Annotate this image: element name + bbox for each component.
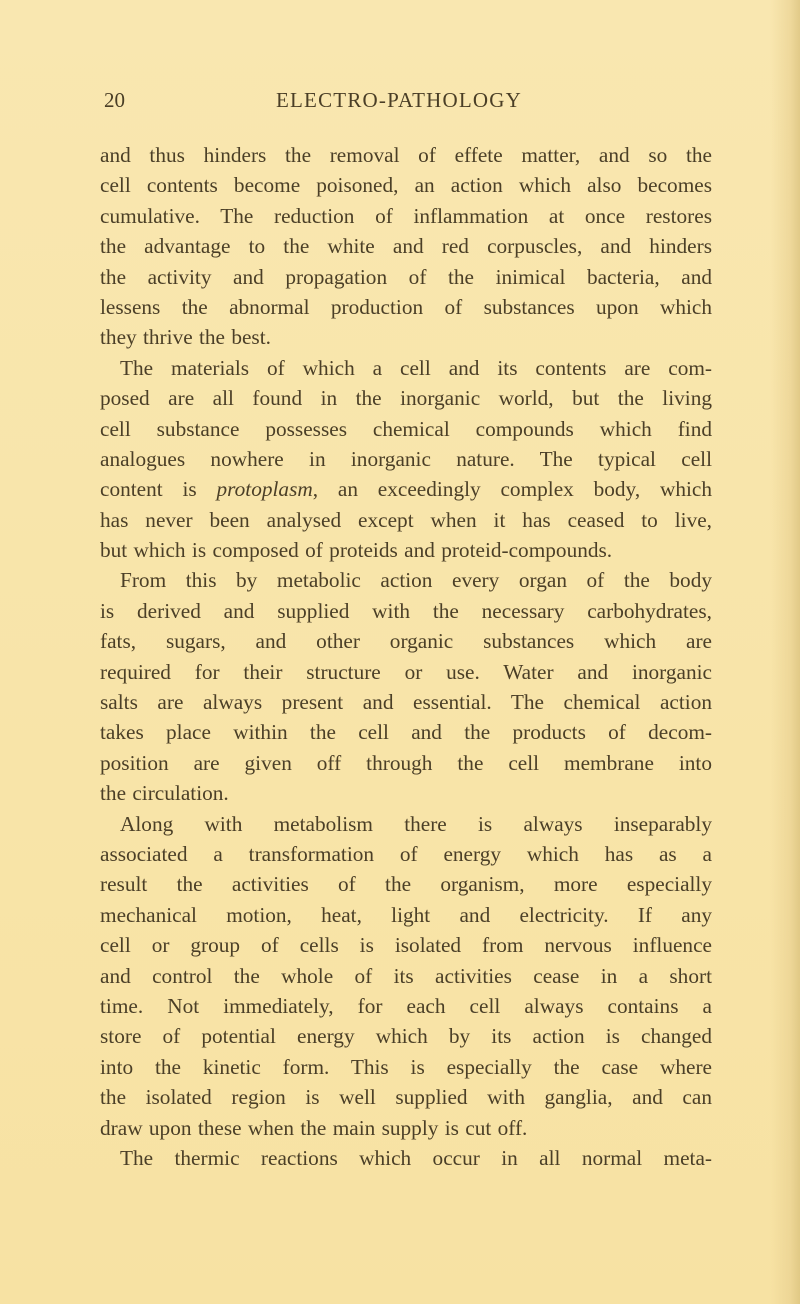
text-line-with-italic — [100, 474, 712, 504]
text-line: cell or group of cells is isolated from nervous influence — [100, 933, 712, 958]
text-line: the advantage to the white and red corpuscles, and hinders — [100, 234, 712, 259]
text-line: required for their structure or use. Water and inorganic — [100, 659, 712, 684]
text-line: From this by metabolic action every organ of the body — [120, 568, 712, 593]
text-line: lessens the abnormal production of substances upon which — [100, 294, 712, 319]
text-line: is derived and supplied with the necessary carbohydrates, — [100, 598, 712, 623]
text-line: they thrive the best. — [100, 325, 271, 350]
body-text — [100, 140, 712, 1173]
text-line: draw upon these when the main supply is cut off. — [100, 1115, 528, 1140]
text-line: cumulative. The reduction of inflammation at once restores — [100, 203, 712, 228]
text-line: The materials of which a cell and its contents are com- — [120, 355, 712, 380]
text-line: analogues nowhere in inorganic nature. The typical cell — [100, 446, 712, 471]
text-line: cell substance possesses chemical compounds which find — [100, 416, 712, 441]
page-header — [104, 88, 704, 118]
text-line: the circulation. — [100, 781, 229, 806]
text-segment: content is — [100, 477, 217, 502]
text-line: the activity and propagation of the inimical bacteria, and — [100, 264, 712, 289]
text-line: result the activities of the organism, more especially — [100, 872, 712, 897]
text-line: fats, sugars, and other organic substances which are — [100, 629, 712, 654]
text-line: position are given off through the cell membrane into — [100, 750, 712, 775]
running-title: ELECTRO-PATHOLOGY — [276, 88, 522, 112]
text-line: store of potential energy which by its action is changed — [100, 1024, 712, 1049]
text-line: time. Not immediately, for each cell always contains a — [100, 993, 712, 1018]
italic-term: protoplasm — [216, 477, 313, 502]
text-segment: , an exceedingly complex body, which — [312, 477, 712, 502]
text-line: and thus hinders the removal of effete matter, and so the — [100, 143, 712, 167]
text-line: and control the whole of its activities cease in a short — [100, 963, 712, 988]
text-line: Along with metabolism there is always inseparably — [120, 811, 712, 836]
text-line: cell contents become poisoned, an action which also becomes — [100, 173, 712, 198]
text-line: The thermic reactions which occur in all normal meta- — [120, 1145, 712, 1170]
text-line: posed are all found in the inorganic world, but the living — [100, 386, 712, 411]
text-line: takes place within the cell and the products of decom- — [100, 720, 712, 745]
text-line: salts are always present and essential. The chemical action — [100, 690, 712, 715]
text-line: has never been analysed except when it has ceased to live, — [100, 507, 712, 532]
text-line: but which is composed of proteids and proteid-compounds. — [100, 538, 613, 563]
text-line: mechanical motion, heat, light and electricity. If any — [100, 902, 712, 927]
text-line: associated a transformation of energy which has as a — [100, 841, 712, 866]
page-number: 20 — [104, 88, 125, 112]
text-line: the isolated region is well supplied with ganglia, and can — [100, 1085, 712, 1110]
text-line: into the kinetic form. This is especially the case where — [100, 1054, 712, 1079]
